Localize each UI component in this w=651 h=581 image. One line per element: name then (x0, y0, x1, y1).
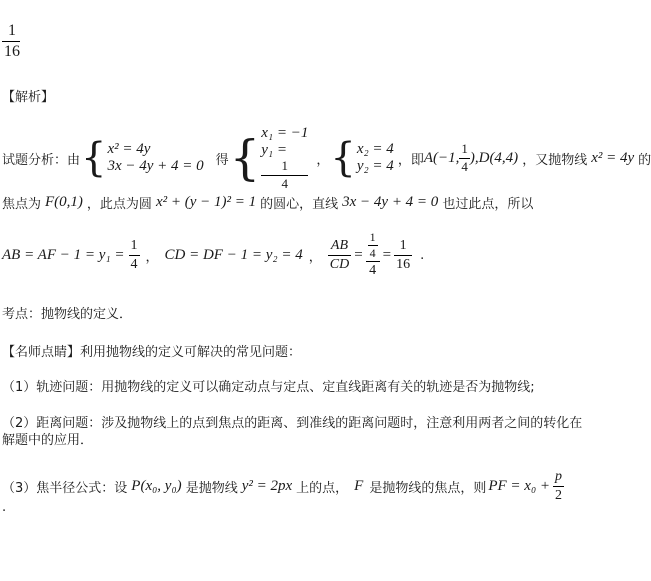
solution-2-y: y₂ = 4 (356, 158, 394, 174)
de2-text: 的 (638, 152, 651, 168)
item-3-mid-3: 是抛物线的焦点，则 (369, 480, 487, 496)
solution-1-y-lhs: y₁ = (261, 142, 287, 159)
focus-point: F(0,1) (45, 194, 83, 210)
focus-label: 焦点为 (2, 197, 42, 212)
item-2-line-1: （2）距离问题：涉及抛物线上的点到焦点的距离、到准线的距离问题时，注意利用两者之间的转化在 (2, 416, 583, 431)
system-1-eq-a: x² = 4y (107, 141, 151, 157)
point-a-post: ), (469, 149, 479, 166)
compound-num (366, 231, 380, 260)
answer-denominator: 16 (4, 42, 20, 60)
comma-1: ， (316, 152, 330, 168)
circle-label: ，此点为圆 (86, 197, 152, 212)
ratio-fraction (328, 238, 351, 272)
equals-1: = (354, 246, 363, 263)
solution-1-y (261, 142, 308, 191)
p-num: p (555, 469, 563, 485)
item-3-end: . (2, 500, 7, 515)
ab-fraction (129, 238, 140, 272)
end-dot: . (420, 247, 425, 263)
compound-fraction (366, 231, 380, 279)
point-p: P(x₀, y₀) (131, 477, 182, 494)
result-fraction (394, 238, 412, 272)
kaodian: 考点：抛物线的定义． (2, 307, 133, 322)
analysis-line-1 (2, 125, 651, 191)
item-3 (2, 466, 564, 506)
equals-2: = (382, 246, 392, 263)
system-equations-1 (107, 141, 203, 175)
p-over-2 (553, 469, 564, 503)
so-label: 也过此点，所以 (442, 197, 534, 212)
answer-fraction (2, 22, 22, 60)
point-a-pre: A(−1, (423, 149, 460, 166)
solution-1-x: x₁ = −1 (261, 125, 309, 142)
analysis-line-3 (2, 230, 424, 280)
compound-den: 4 (369, 263, 377, 279)
item-1: （1）轨迹问题：用抛物线的定义可以确定动点与定点、定直线距离有关的轨迹是否为抛物线; (2, 380, 535, 395)
parabola-eq: x² = 4y (591, 149, 635, 166)
brace-3: { (330, 135, 356, 181)
point-a-num: 1 (461, 141, 468, 157)
de-text: 得 (215, 152, 229, 168)
system-1-eq-b: 3x − 4y + 4 = 0 (107, 158, 204, 174)
item-3-pre: （3）焦半径公式：设 (2, 480, 128, 496)
focus-f: F (354, 477, 364, 494)
mingshi-title: 【名师点睛】利用抛物线的定义可解决的常见问题： (2, 345, 302, 360)
solution-1-y-den: 4 (281, 175, 289, 191)
item-2-line-2: 解题中的应用． (2, 433, 94, 448)
sep-1: ， (145, 249, 159, 265)
item-3-mid-1: 是抛物线 (185, 480, 238, 496)
line-label: 的圆心，直线 (260, 197, 339, 212)
parabola-general-eq: y² = 2px (241, 477, 293, 494)
ratio-num: AB (330, 238, 349, 254)
result-den: 16 (396, 256, 411, 272)
answer-numerator: 1 (8, 22, 16, 39)
sep-2: ， (308, 249, 322, 265)
you-pao-text: ，又抛物线 (522, 152, 588, 168)
cd-expression: CD = DF − 1 = y₂ = 4 (164, 246, 303, 263)
line-eq: 3x − 4y + 4 = 0 (342, 194, 439, 210)
brace-1: { (81, 135, 107, 181)
analysis-prefix: 试题分析：由 (2, 152, 81, 168)
point-a (424, 142, 479, 174)
solution-1 (261, 125, 308, 191)
point-d: D(4,4) (478, 149, 519, 166)
solution-2-x: x₂ = 4 (356, 141, 394, 157)
result-num: 1 (399, 238, 407, 254)
analysis-line-2 (2, 193, 533, 212)
point-a-den: 4 (461, 158, 468, 174)
pf-expression: PF = x₀ + (488, 477, 551, 494)
p-den: 2 (555, 487, 563, 503)
solution-1-y-num: 1 (281, 158, 289, 174)
ab-den: 4 (130, 256, 138, 272)
circle-eq: x² + (y − 1)² = 1 (155, 194, 257, 210)
ab-expression: AB = AF − 1 = y₁ = (2, 246, 125, 263)
ji-text: ，即 (397, 152, 424, 168)
compound-num-den: 4 (369, 246, 376, 261)
ab-num: 1 (130, 238, 138, 254)
ratio-den: CD (329, 256, 350, 272)
compound-num-num: 1 (369, 230, 376, 245)
jiexi-title: 【解析】 (2, 90, 55, 105)
solution-2 (357, 141, 394, 175)
brace-2: { (229, 130, 261, 186)
item-3-mid-2: 上的点， (296, 480, 349, 496)
